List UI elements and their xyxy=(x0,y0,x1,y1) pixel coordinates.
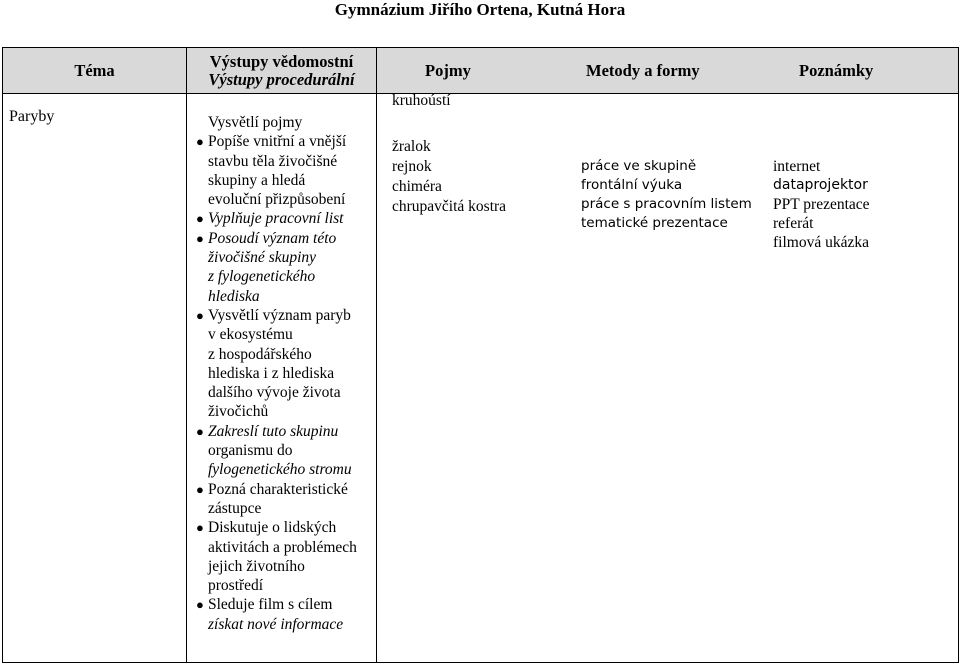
bullet-icon: ● xyxy=(196,230,204,246)
metoda-item: tematické prezentace xyxy=(581,215,728,231)
cell-tema: Paryby xyxy=(3,94,187,663)
header-combined xyxy=(377,48,959,94)
outcome-line: stavbu těla živočišné xyxy=(208,152,338,170)
outcome-item xyxy=(191,518,372,595)
outcome-line: aktivitách a problémech xyxy=(208,538,357,556)
outcome-line: z hospodářského xyxy=(208,345,312,363)
header-poznamky: Poznámky xyxy=(799,61,874,80)
cell-combined xyxy=(377,94,959,663)
outcome-list xyxy=(191,132,372,634)
outcome-item xyxy=(191,132,372,209)
outcome-line: hlediska i z hlediska xyxy=(208,364,335,382)
pojem-item: žralok xyxy=(392,138,431,155)
metody-list xyxy=(581,157,752,233)
poznamka-item: dataprojektor xyxy=(773,177,868,193)
bullet-icon: ● xyxy=(196,520,204,536)
outcome-line: prostředí xyxy=(208,577,264,595)
outcome-line: Vysvětlí význam paryb xyxy=(208,306,351,324)
pojem-item: rejnok xyxy=(392,158,432,175)
cell-vystupy xyxy=(187,94,377,663)
metoda-item: práce ve skupině xyxy=(581,158,697,174)
outcome-line: z fylogenetického xyxy=(208,268,316,286)
metoda-item: frontální výuka xyxy=(581,177,683,193)
outcome-item xyxy=(191,229,372,306)
outcome-line: fylogenetického stromu xyxy=(208,461,352,479)
outcome-line: Zakreslí tuto skupinu xyxy=(208,422,339,440)
header-row xyxy=(3,48,959,94)
outcome-line: hlediska xyxy=(208,287,260,305)
header-pojmy: Pojmy xyxy=(425,61,471,80)
table-row xyxy=(3,94,959,663)
header-tema: Téma xyxy=(3,48,187,94)
outcome-line: dalšího vývoje života xyxy=(208,384,341,402)
outcome-line: zástupce xyxy=(208,499,262,517)
outcome-line: Vyplňuje pracovní list xyxy=(208,210,344,228)
poznamka-item: PPT prezentace xyxy=(773,196,870,213)
outcome-intro: Vysvětlí pojmy xyxy=(208,114,303,131)
outcome-line: získat nové informace xyxy=(208,615,344,633)
outcome-line: organismu do xyxy=(208,442,293,460)
outcome-line: živočišné skupiny xyxy=(208,249,317,267)
outcome-line: Pozná charakteristické xyxy=(208,480,348,498)
outcome-line: Diskutuje o lidských xyxy=(208,519,337,537)
outcome-line: skupiny a hledá xyxy=(208,171,306,189)
pojem-item: kruhoústí xyxy=(392,92,451,109)
poznamka-item: internet xyxy=(773,158,821,175)
pojmy-list xyxy=(392,137,506,217)
bullet-icon: ● xyxy=(196,134,204,150)
header-vystupy xyxy=(187,48,377,94)
outcome-line: Popíše vnitřní a vnější xyxy=(208,133,347,151)
outcome-line: jejich životního xyxy=(208,557,305,575)
outcome-line: evoluční přizpůsobení xyxy=(208,191,346,209)
outcome-item xyxy=(191,480,372,519)
bullet-icon: ● xyxy=(196,597,204,613)
pojem-item: chrupavčitá kostra xyxy=(392,198,507,215)
outcome-item xyxy=(191,422,372,480)
bullet-icon: ● xyxy=(196,423,204,439)
header-vystupy-vedomostni: Výstupy vědomostní xyxy=(209,51,354,71)
curriculum-table xyxy=(2,47,959,663)
poznamka-item: referát xyxy=(773,215,814,232)
outcome-line: živočichů xyxy=(208,403,269,421)
outcome-item xyxy=(191,209,372,228)
pojem-item: chiméra xyxy=(392,178,442,195)
header-vystupy-proceduralni: Výstupy procedurální xyxy=(208,69,355,89)
metoda-item: práce s pracovním listem xyxy=(581,196,752,212)
outcome-line: Sleduje film s cílem xyxy=(208,596,333,614)
header-metody: Metody a formy xyxy=(586,61,700,80)
outcome-item xyxy=(191,595,372,634)
poznamka-item: filmová ukázka xyxy=(773,234,869,251)
bullet-icon: ● xyxy=(196,481,204,497)
outcome-item xyxy=(191,306,372,422)
outcome-line: Posoudí význam této xyxy=(208,229,337,247)
bullet-icon: ● xyxy=(196,307,204,323)
bullet-icon: ● xyxy=(196,211,204,227)
poznamky-list xyxy=(773,157,870,252)
page-title: Gymnázium Jiřího Ortena, Kutná Hora xyxy=(334,0,626,19)
outcome-line: v ekosystému xyxy=(208,326,293,344)
